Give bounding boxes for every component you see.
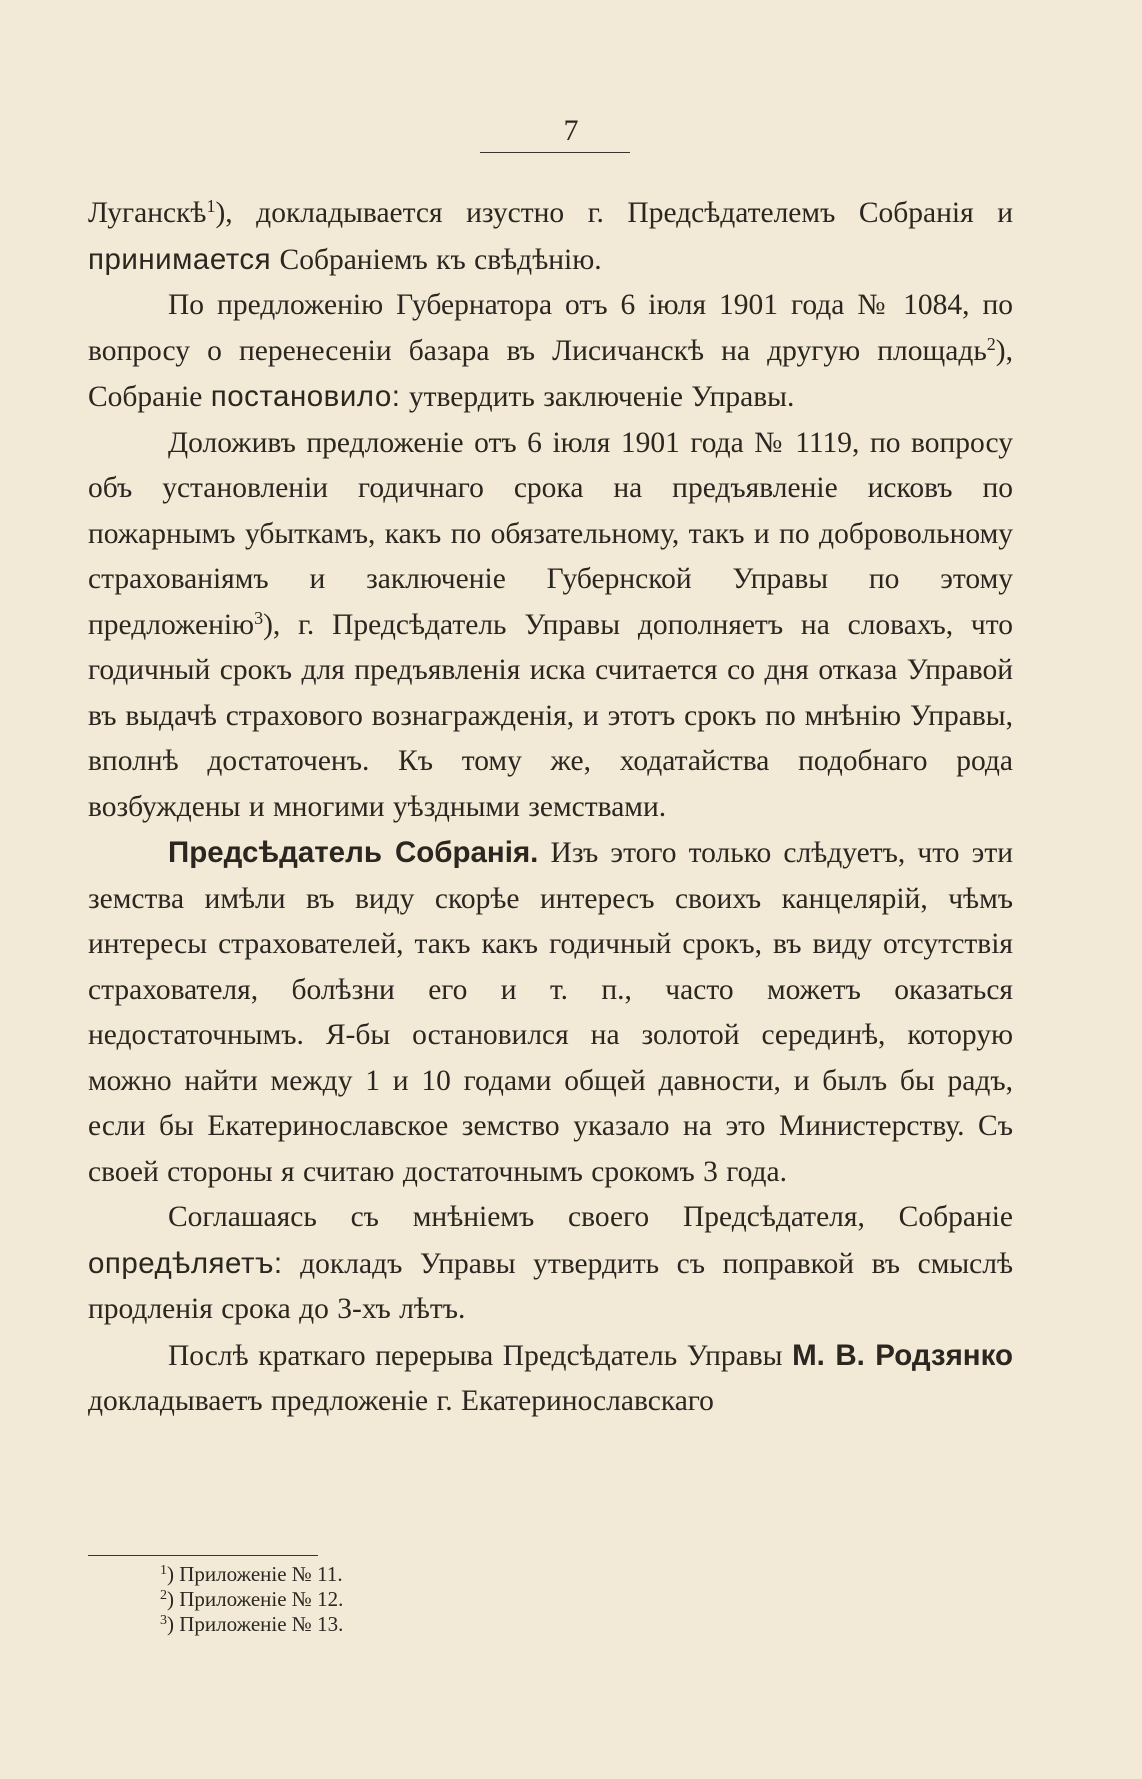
body-text (88, 191, 1013, 1425)
footnote-number: 3 (160, 1613, 167, 1628)
text-run: Послѣ краткаго перерыва Предсѣдатель Управы (168, 1339, 783, 1372)
text-run: По предложенію Губернатора отъ 6 іюля 1901 года № 1084, по вопросу о перенесеніи базара въ Лисичанскѣ на другую площадь (88, 289, 1013, 367)
footnote-text: Приложеніе № 12. (179, 1587, 344, 1611)
footnote-text: Приложеніе № 11. (179, 1562, 343, 1586)
paragraph-1 (88, 191, 1013, 283)
emphasis-phrase: опредѣляетъ: (88, 1246, 283, 1280)
text-run: ), докладывается изустно г. Предсѣдателемъ Собранія и (215, 197, 1013, 229)
footnote: $^2$) Приложеніе № 12. (160, 1587, 344, 1611)
footnote: $^3$) Приложеніе № 13. (160, 1612, 344, 1636)
text-run: докладываетъ предложеніе г. Екатеринославскаго (88, 1385, 714, 1417)
text-run: ), Собраніе (88, 334, 1013, 413)
footnote-number: 1 (160, 1563, 167, 1578)
emphasis-phrase: принимается (88, 242, 272, 276)
text-run: ), г. Предсѣдатель Управы дополняетъ на словахъ, что годичный срокъ для предъявленія иска считается со дня отказа Управой въ выдачѣ страхового вознагражденія, и этотъ срокъ по мнѣнію Управы, вполнѣ достаточенъ. Къ тому же, ходатайства подобнаго рода возбуждены и многими уѣздными земствами. (88, 608, 1013, 823)
text-run: Собраніемъ къ свѣдѣнію. (279, 243, 602, 276)
speaker-name: М. В. Родзянко (792, 1338, 1014, 1372)
paragraph-2 (88, 283, 1013, 421)
text-run: Доложивъ предложеніе отъ 6 іюля 1901 года № 1119, по вопросу объ установленіи годичнаго срока на предъявленіе исковъ по пожарнымъ убыткамъ, какъ по обязательному, такъ и по добровольному страхованіямъ и заключеніе Губернской Управы по этому предложенію (88, 426, 1013, 641)
footnote-ref-2: 2 (986, 333, 996, 354)
footnote-number: 2 (160, 1588, 167, 1603)
paragraph-6 (88, 1333, 1013, 1425)
text-run: докладъ Управы утвердить съ поправкой въ смыслѣ продленія срока до 3-хъ лѣтъ. (88, 1247, 1014, 1325)
footnotes (160, 1562, 343, 1637)
paragraph-5 (88, 1195, 1013, 1333)
speaker-name: Предсѣдатель Собранія. (168, 836, 539, 869)
footnote-rule (88, 1555, 318, 1556)
footnote: $^1$) Приложеніе № 11. (160, 1562, 343, 1586)
header-rule (480, 152, 630, 153)
footnote-ref-3: 3 (254, 607, 264, 628)
emphasis-phrase: постановило: (210, 380, 401, 413)
text-run: утвердить заключеніе Управы. (408, 381, 795, 413)
page-number: 7 (563, 114, 579, 147)
text-run: Изъ этого только слѣдуетъ, что эти земства имѣли въ виду скорѣе интересъ своихъ канцелярій, чѣмъ интересы страхователей, такъ какъ годичный срокъ, въ виду отсутствія страхователя, болѣзни его и т. п., часто можетъ оказаться недостаточнымъ. Я-бы остановился на золотой серединѣ, которую можно найти между 1 и 10 годами общей давности, и былъ бы радъ, если бы Екатеринославское земство указало на это Министерству. Съ своей стороны я считаю достаточнымъ срокомъ 3 года. (88, 837, 1013, 1188)
text-run: Соглашаясь съ мнѣніемъ своего Предсѣдателя, Собраніе (168, 1201, 1013, 1233)
text-run: Луганскѣ (88, 197, 207, 229)
footnote-text: Приложеніе № 13. (179, 1612, 344, 1636)
paragraph-3 (88, 421, 1013, 831)
paragraph-4 (88, 830, 1013, 1195)
footnote-ref-1: 1 (206, 196, 216, 216)
